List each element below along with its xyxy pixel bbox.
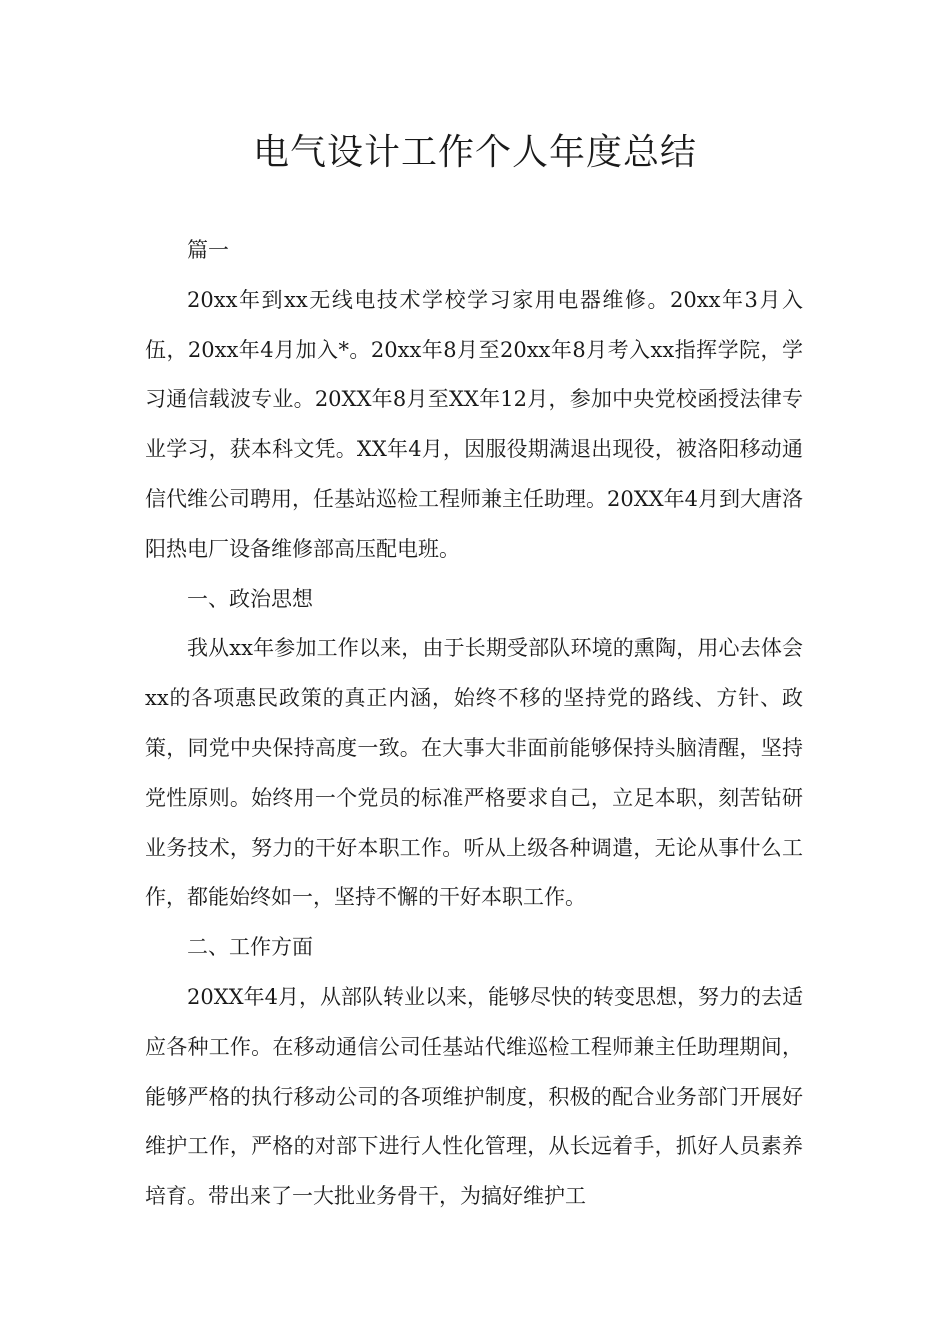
paragraph-politics: 我从xx年参加工作以来，由于长期受部队环境的熏陶，用心去体会xx的各项惠民政策的真正内涵，始终不移的坚持党的路线、方针、政策，同党中央保持高度一致。在大事大非面前能够保持头脑清醒，坚持党性原则。始终用一个党员的标准严格要求自己，立足本职，刻苦钻研业务技术，努力的干好本职工作。听从上级各种调遣，无论从事什么工作，都能始终如一，坚持不懈的干好本职工作。	[145, 636, 803, 910]
paragraph-background: 20xx年到xx无线电技术学校学习家用电器维修。20xx年3月入伍，20xx年4月加入*。20xx年8月至20xx年8月考入xx指挥学院，学习通信载波专业。20XX年8月至XX年12月，参加中央党校函授法律专业学习，获本科文凭。XX年4月，因服役期满退出现役，被洛阳移动通信代维公司聘用，任基站巡检工程师兼主任助理。20XX年4月到大唐洛阳热电厂设备维修部高压配电班。	[145, 287, 803, 561]
section-heading-work: 二、工作方面	[187, 935, 313, 960]
section-label: 篇一	[187, 238, 229, 262]
document-body	[145, 226, 803, 1222]
document-title: 电气设计工作个人年度总结	[252, 132, 697, 173]
paragraph-work: 20XX年4月，从部队转业以来，能够尽快的转变思想，努力的去适应各种工作。在移动通信公司任基站代维巡检工程师兼主任助理期间，能够严格的执行移动公司的各项维护制度，积极的配合业务部门开展好维护工作，严格的对部下进行人性化管理，从长远着手，抓好人员素养培育。带出来了一大批业务骨干，为搞好维护工	[145, 984, 803, 1209]
section-heading-politics: 一、政治思想	[187, 586, 313, 611]
